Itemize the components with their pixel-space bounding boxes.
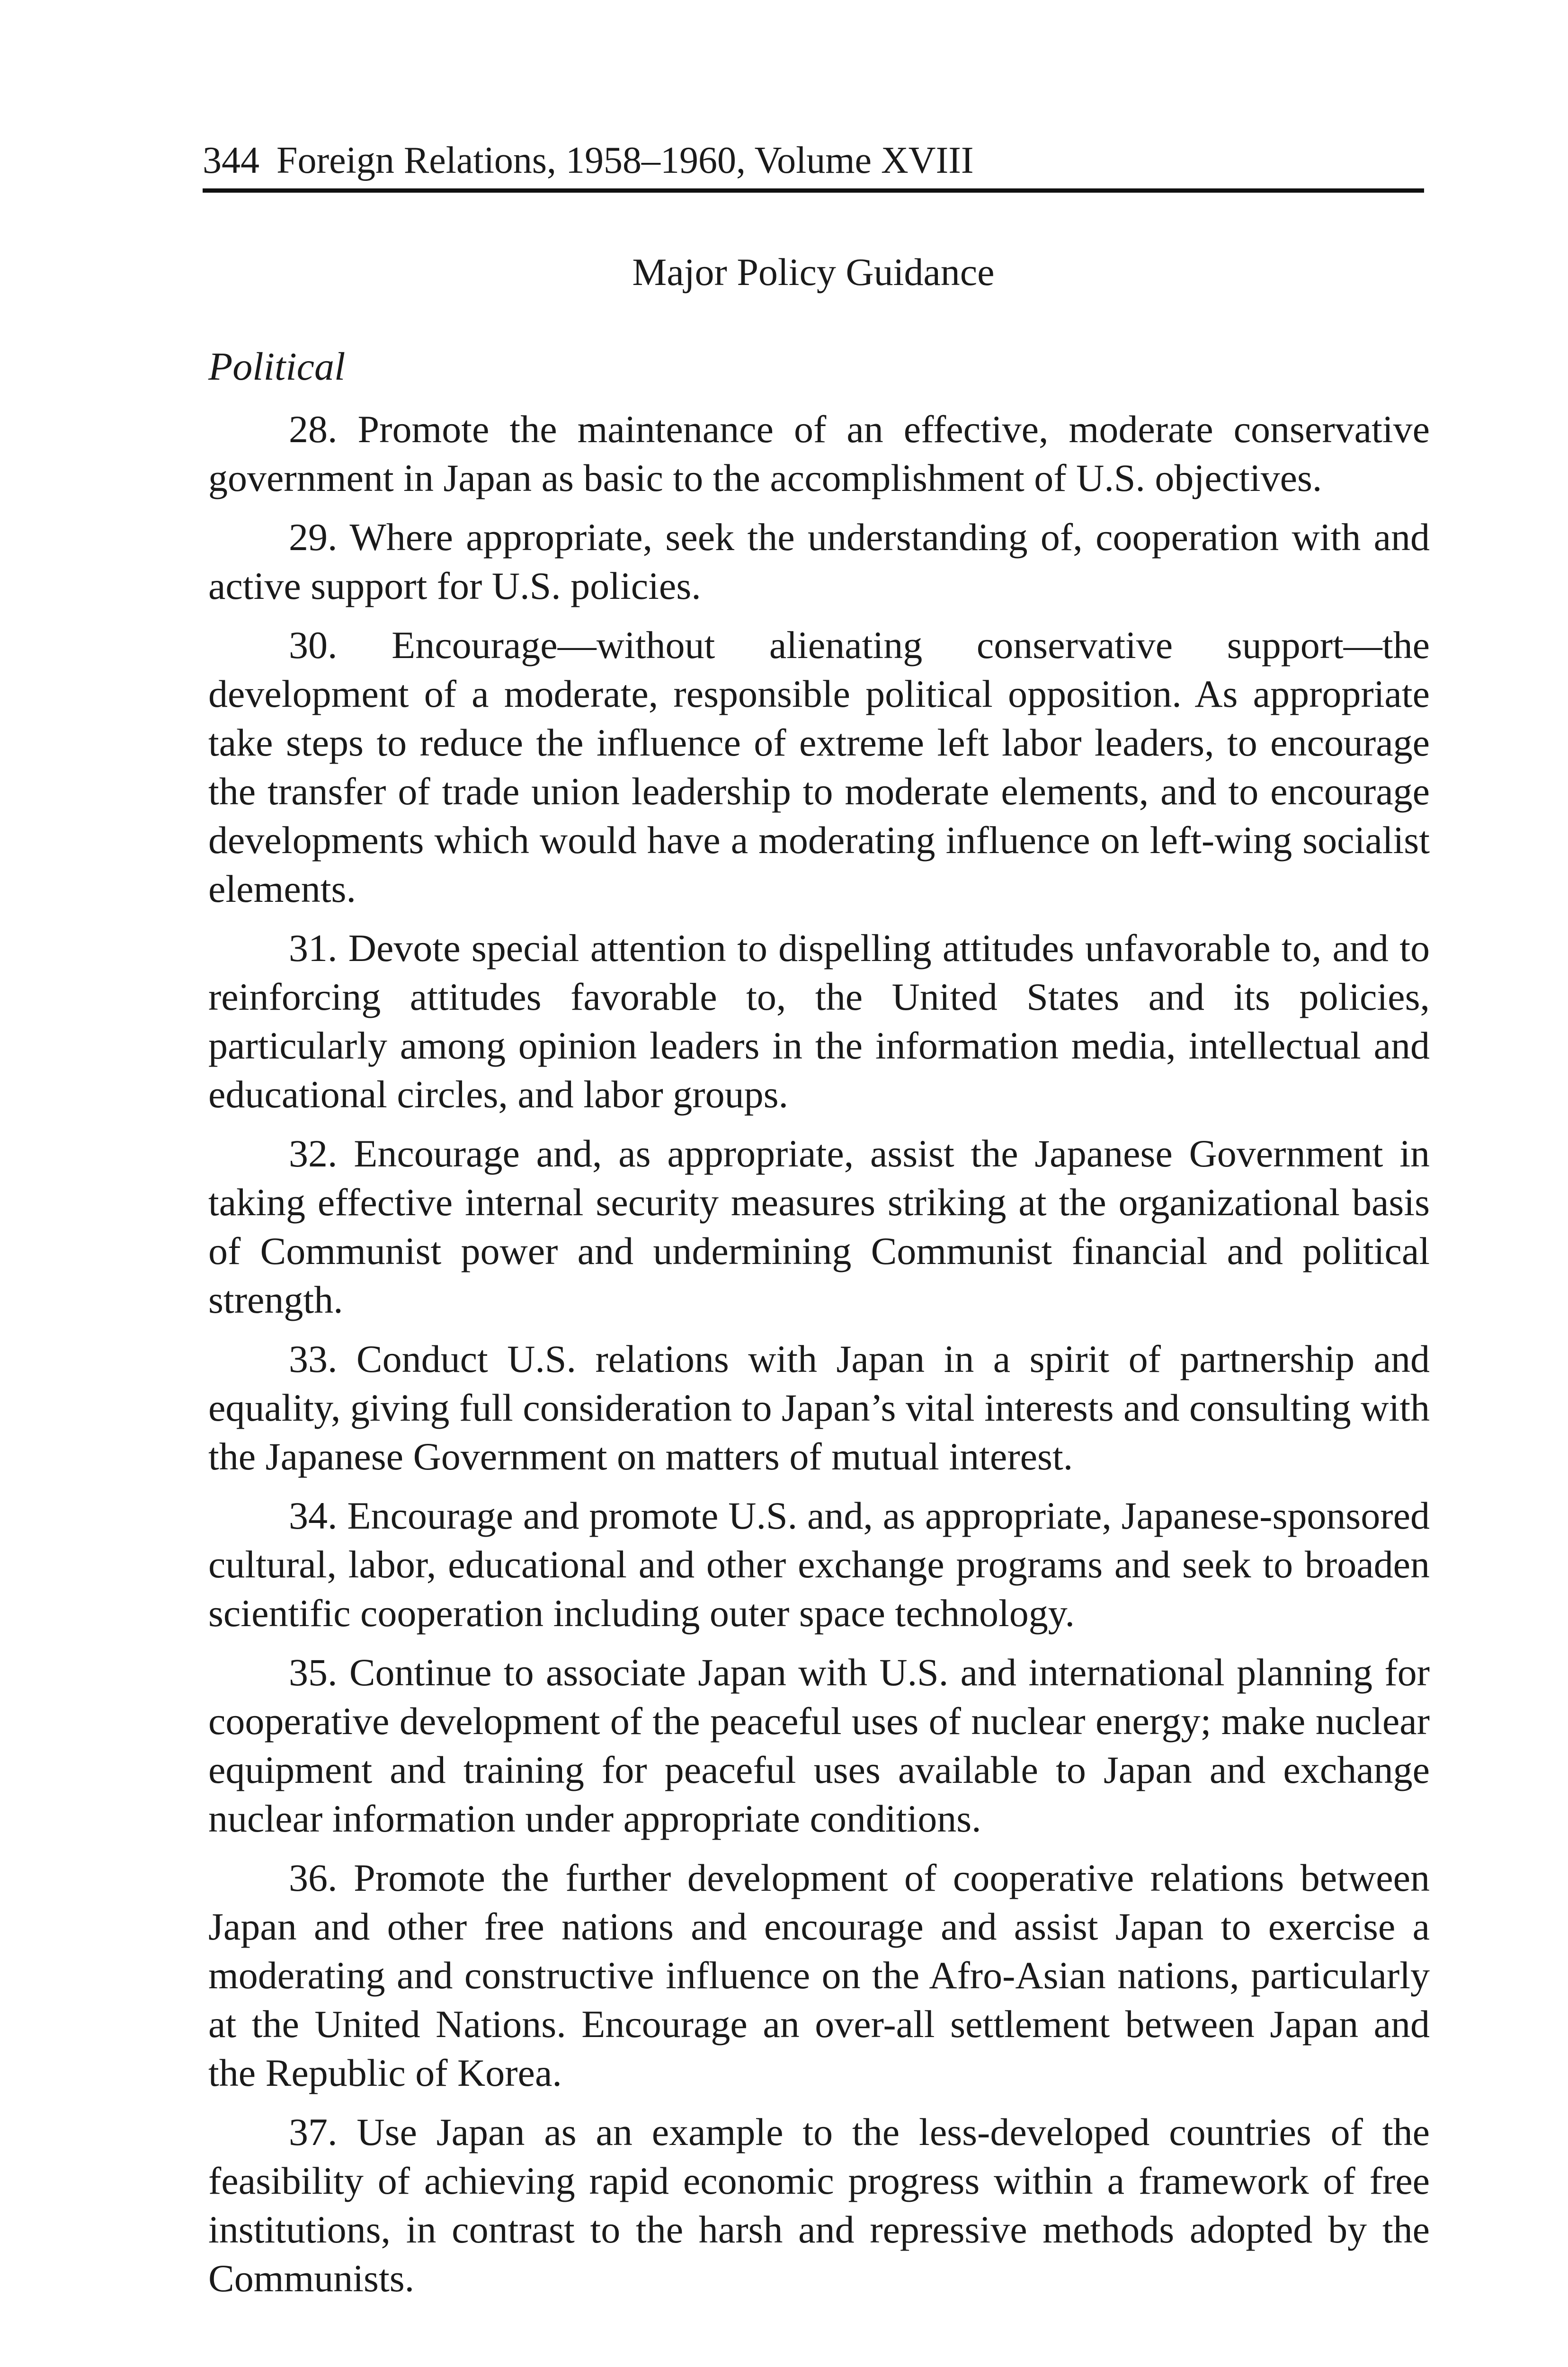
paragraph-36: 36. Promote the further development of cooperative relations between Japan and other free nations and encourage and assist Japan to exercise a moderating and constructive influence on the Afro-Asian nations, particularly at the United Nations. Encourage an over-all settlement between Japan and the Republic of Korea. [208,1856,1430,2094]
paragraph-33: 33. Conduct U.S. relations with Japan in a spirit of partnership and equality, giving full consideration to Japan’s vital interests and consulting with the Japanese Government on matters of mutual interest. [208,1337,1430,1478]
paragraph-29: 29. Where appropriate, seek the understanding of, cooperation with and active support for U.S. policies. [208,516,1430,607]
page-number: 344 [203,140,259,181]
subheading-political: Political [208,345,346,389]
running-title: Foreign Relations, 1958–1960, Volume XVIII [276,140,974,181]
paragraph-37: 37. Use Japan as an example to the less-developed countries of the feasibility of achieving rapid economic progress within a framework of free institutions, in contrast to the harsh and repressive methods adopted by the Communists. [208,2110,1430,2300]
paragraph-34: 34. Encourage and promote U.S. and, as appropriate, Japanese-sponsored cultural, labor, educational and other exchange programs and seek to broaden scientific cooperation including outer space technology. [208,1494,1430,1635]
running-header [203,133,1424,193]
section-title: Major Policy Guidance [632,250,995,294]
paragraph-35: 35. Continue to associate Japan with U.S. and international planning for cooperative development of the peaceful uses of nuclear energy; make nuclear equipment and training for peaceful uses available to Japan and exchange nuclear information under appropriate conditions. [208,1651,1430,1840]
paragraph-28: 28. Promote the maintenance of an effective, moderate conservative government in Japan as basic to the accomplishment of U.S. objectives. [208,408,1430,499]
paragraph-32: 32. Encourage and, as appropriate, assist the Japanese Government in taking effective internal security measures striking at the organizational basis of Communist power and undermining Communist financial and political strength. [208,1132,1430,1321]
body-text [208,405,1430,2313]
paragraph-30: 30. Encourage—without alienating conservative support—the development of a moderate, responsible political opposition. As appropriate take steps to reduce the influence of extreme left labor leaders, to encourage the transfer of trade union leadership to moderate elements, and to encourage developments which would have a moderating influence on left-wing socialist elements. [208,623,1430,910]
paragraph-31: 31. Devote special attention to dispelling attitudes unfavorable to, and to reinforcing attitudes favorable to, the United States and its policies, particularly among opinion leaders in the information media, intellectual and educational circles, and labor groups. [208,926,1430,1116]
